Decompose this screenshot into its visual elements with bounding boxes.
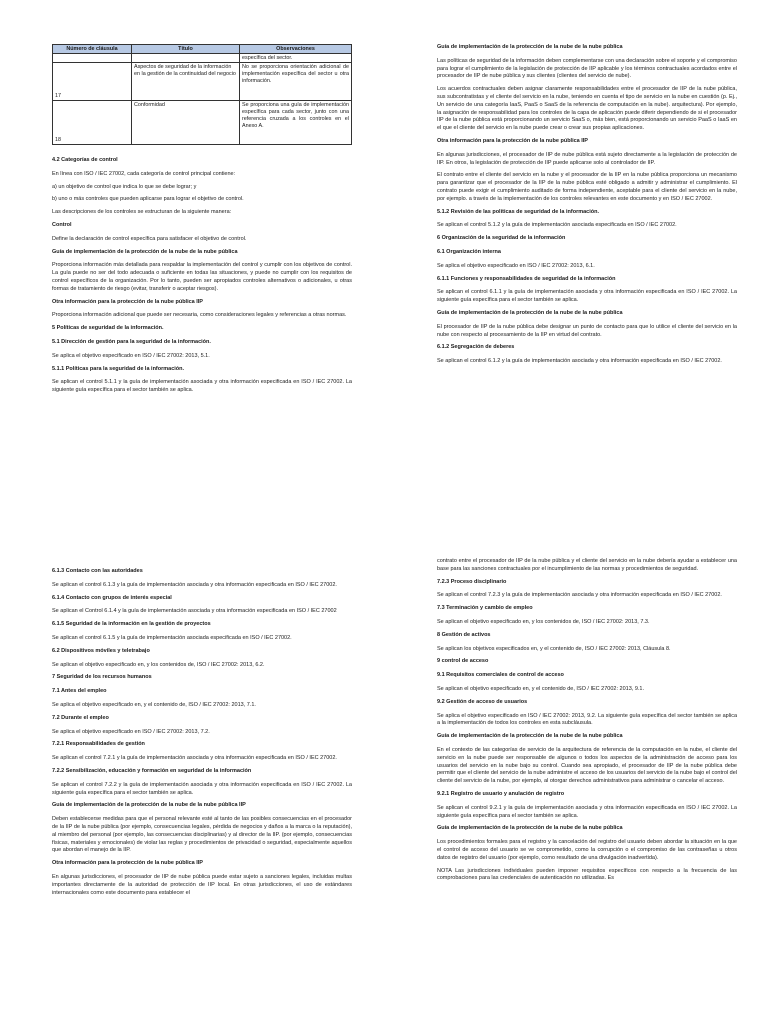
section-heading: 7.2.2 Sensibilización, educación y formación en seguridad de la información (52, 767, 252, 774)
document-page-2 (437, 44, 737, 514)
clause-title-cell (132, 54, 240, 63)
section-heading: 9.1 Requisitos comerciales de control de acceso (437, 672, 564, 679)
section-heading: Guía de implementación de la protección de la nube de la nube pública IIP (52, 802, 246, 809)
body-paragraph: En el contexto de las categorías de servicio de la arquitectura de referencia de la computación en la nube, el cliente del servicio en la nube puede ser responsable de algunos o todos los aspectos de la administración de acceso para los usuarios del servicio en la nube bajo su control. Cuando sea apropiado, el procesador de IIP de la nube pública debe permitir que el cliente del servicio de la nube administre el acceso de los usuarios del servicio de la nube bajo el control del cliente del servicio de la nube, por ejemplo, al otorgar derechos administrativos para administrar o cancelar el acceso. (437, 746, 737, 785)
body-paragraph: El procesador de IIP de la nube pública debe designar un punto de contacto para que lo utilice el cliente del servicio en la nube con respecto al procesamiento de la IIP en virtud del contrato. (437, 323, 737, 338)
header-observations: Observaciones (240, 45, 352, 54)
body-paragraph: a) un objetivo de control que indica lo que se debe lograr; y (52, 183, 197, 190)
body-paragraph: Se aplican el objetivo especificado en, y el contenido de, ISO / IEC 27002: 2013, 9.1. (437, 685, 644, 692)
body-paragraph: Se aplican el objetivo especificado en, y los contenidos de, ISO / IEC 27002: 2013, 7.3. (437, 618, 650, 625)
body-paragraph: Se aplican los objetivos especificados en, y el contenido de, ISO / IEC 27002: 2013, Cláusula 8. (437, 645, 671, 652)
page-3-body (52, 568, 352, 897)
section-heading: 7.2.3 Proceso disciplinario (437, 578, 507, 585)
section-heading: 6.1.1 Funciones y responsabilidades de seguridad de la información (437, 275, 616, 282)
page-2-body (437, 44, 737, 366)
table-row (53, 54, 352, 63)
section-heading: 6.1.5 Seguridad de la información en la gestión de proyectos (52, 621, 211, 628)
clause-title-cell: Conformidad (132, 101, 240, 145)
section-heading: Otra información para la protección de la nube pública IIP (52, 298, 203, 305)
section-heading: 6.1.3 Contacto con las autoridades (52, 568, 143, 574)
clause-number-cell: 18 (53, 101, 132, 145)
body-paragraph: En línea con ISO / IEC 27002, cada categoría de control principal contiene: (52, 170, 236, 177)
body-paragraph: b) uno o más controles que pueden aplicarse para lograr el objetivo de control. (52, 196, 244, 203)
body-paragraph: Proporciona información adicional que puede ser necesaria, como consideraciones legales y referencias a otras normas. (52, 312, 347, 319)
clause-table (52, 44, 352, 145)
body-paragraph: Proporciona información más detallada para respaldar la implementación del control y cumplir con los objetivos de control. La guía puede no ser del todo adecuada o suficiente en todas las situaciones, y puede no cumplir con los requisitos de control específicos de la organización. Por lo tanto, pueden ser apropiados controles alternativos o adicionales, u otras formas de tratamiento de riesgo (evitar, transferir o aceptar riesgos). (52, 262, 352, 292)
section-heading: 4.2 Categorías de control (52, 157, 118, 164)
section-heading: 8 Gestión de activos (437, 631, 491, 638)
section-heading: Guía de implementación de la protección de la nube de la nube pública (437, 44, 623, 50)
body-paragraph: Se aplican el control 9.2.1 y la guía de implementación asociada y otra información especificada en ISO / IEC 27002. La siguiente guía específica para el sector también se aplica. (437, 804, 737, 819)
body-paragraph: Se aplican el control 6.1.1 y la guía de implementación asociada y otra información especificada en ISO / IEC 27002. La siguiente guía específica para el sector también se aplica. (437, 289, 737, 304)
document-page-4 (437, 558, 737, 1014)
section-heading: 5.1.2 Revisión de las políticas de seguridad de la información. (437, 208, 599, 215)
section-heading: Guía de implementación de la protección de la nube de la nube pública (437, 733, 623, 740)
section-heading: 5.1 Dirección de gestión para la seguridad de la información. (52, 338, 211, 345)
section-heading: 5.1.1 Políticas para la seguridad de la información. (52, 365, 185, 372)
clause-number-cell (53, 54, 132, 63)
body-paragraph: Las descripciones de los controles se estructuran de la siguiente manera: (52, 209, 232, 216)
section-heading: Guía de implementación de la protección de la nube de la nube pública (437, 309, 623, 316)
body-paragraph: En algunas jurisdicciones, el procesador de IIP de nube pública está sujeto directamente a la legislación de protección de IIP. En otros, la legislación de protección de IIP puede aplicarse solo al controlador de IIP. (437, 151, 737, 166)
header-title: Título (132, 45, 240, 54)
document-page-1 (52, 44, 352, 514)
section-heading: 7 Seguridad de los recursos humanos (52, 674, 152, 681)
body-paragraph: Se aplican el Control 6.1.4 y la guía de implementación asociada y otra información especificada en ISO / IEC 27002 (52, 608, 337, 615)
section-heading: 9.2.1 Registro de usuario y anulación de registro (437, 790, 565, 797)
body-paragraph: contrato entre el procesador de IIP de la nube pública y el cliente del servicio en la nube debería ayudar a establecer una base para las sanciones contractuales por el incumplimiento de las normas y procedimientos de seguridad. (437, 558, 737, 572)
section-heading: 7.1 Antes del empleo (52, 688, 107, 695)
body-paragraph: En algunas jurisdicciones, el procesador de IIP de nube pública puede estar sujeto a sanciones legales, incluidas multas importantes directamente de la autoridad de protección de IIP local. En otras jurisdicciones, el uso de estándares internacionales como este documento para establecer el (52, 873, 352, 896)
section-heading: 6.1.4 Contacto con grupos de interés especial (52, 594, 172, 601)
clause-table-header (53, 45, 352, 54)
section-heading: 9 control de acceso (437, 658, 489, 665)
body-paragraph: Define la declaración de control específica para satisfacer el objetivo de control. (52, 235, 247, 242)
header-clause-number: Número de cláusula (53, 45, 132, 54)
body-paragraph: Las políticas de seguridad de la información deben complementarse con una declaración sobre el soporte y el compromiso para lograr el cumplimiento de la legislación de protección de IIP aplicable y los términos contractuales acordados entre el procesador de IIP de nube pública y sus clientes (clientes del servicio de nube). (437, 57, 737, 80)
body-paragraph: Se aplican el control 7.2.3 y la guía de implementación asociada y otra información especificada en ISO / IEC 27002. (437, 592, 722, 599)
section-heading: 7.2 Durante el empleo (52, 714, 109, 721)
table-row (53, 101, 352, 145)
table-row (53, 63, 352, 101)
body-paragraph: Se aplican el objetivo especificado en, y los contenidos de, ISO / IEC 27002: 2013, 6.2. (52, 661, 265, 668)
section-heading: Control (52, 222, 72, 229)
page-4-body (437, 558, 737, 883)
body-paragraph: Deben establecerse medidas para que el personal relevante esté al tanto de las posibles consecuencias en el procesador de la IIP de la nube pública (por ejemplo, consecuencias legales, pérdida de negocios y daños a la marca o la reputación), al miembro del personal (por ejemplo, las consecuencias disciplinarias) y al director de la IIP. (por ejemplo, consecuencias físicas, materiales y emocionales) de violar las reglas y procedimientos de privacidad o seguridad, especialmente aquellos que abordan el manejo de la IIP. (52, 816, 352, 854)
section-heading: Guía de implementación de la protección de la nube de la nube pública (437, 825, 623, 832)
body-paragraph: Se aplican el control 6.1.2 y la guía de implementación asociada y otra información especificada en ISO / IEC 27002. (437, 358, 722, 365)
body-paragraph: Los procedimientos formales para el registro y la cancelación del registro del usuario deben abordar la situación en la que el control de acceso del usuario se ve comprometido, como la corrupción o el compromiso de las contraseñas u otros datos de registro del usuario (por ejemplo, como resultado de una divulgación inadvertida). (437, 839, 737, 861)
section-heading: 9.2 Gestión de acceso de usuarios (437, 698, 528, 705)
body-paragraph: Se aplican el control 7.2.1 y la guía de implementación asociada y otra información especificada en ISO / IEC 27002. (52, 755, 337, 762)
section-heading: Otra información para la protección de la nube pública IIP (437, 137, 588, 144)
document-page-3 (52, 568, 352, 1012)
body-paragraph: Se aplica el objetivo especificado en, y el contenido de, ISO / IEC 27002: 2013, 7.1. (52, 701, 256, 708)
body-paragraph: Los acuerdos contractuales deben asignar claramente responsabilidades entre el procesador de IIP de la nube pública, sus subcontratistas y el cliente del servicio en la nube, teniendo en cuenta el tipo de servicio en la nube en cuestión (p. Ej., Un servicio de una categoría IaaS, PaaS o SaaS de la referencia de computación en la nube). arquitectura). Por ejemplo, la asignación de responsabilidad para los controles de la capa de aplicación puede diferir dependiendo de si el procesador IIP de la nube pública está proporcionando un servicio SaaS o, más bien, está proporcionando un servicio PaaS o IaaS en el que el cliente del servicio en la nube puede crear o crear sus propias aplicaciones. (437, 86, 737, 132)
body-paragraph: Se aplica el objetivo especificado en ISO / IEC 27002: 2013, 5.1. (52, 352, 210, 359)
body-paragraph: NOTA Las jurisdicciones individuales pueden imponer requisitos específicos con respecto a la frecuencia de las comprobaciones para las credenciales de autenticación no utilizadas. Es (437, 867, 737, 882)
section-heading: 6 Organización de la seguridad de la información (437, 235, 566, 242)
body-paragraph: Se aplican el control 5.1.2 y la guía de implementación asociada especificada en ISO / IEC 27002. (437, 222, 677, 229)
section-heading: 7.2.1 Responsabilidades de gestión (52, 741, 145, 748)
body-paragraph: Se aplican el control 5.1.1 y la guía de implementación asociada y otra información especificada en ISO / IEC 27002. La siguiente guía específica para el sector también se aplica. (52, 379, 352, 394)
body-paragraph: Se aplica el objetivo especificado en ISO / IEC 27002: 2013, 6.1. (437, 262, 595, 269)
body-paragraph: Se aplica el objetivo especificado en ISO / IEC 27002: 2013, 7.2. (52, 728, 210, 735)
clause-title-cell: Aspectos de seguridad de la información en la gestión de la continuidad del negocio (132, 63, 240, 101)
clause-observation-cell: Se proporciona una guía de implementación específica para cada sector, junto con una referencia cruzada a los controles en el Anexo A. (240, 101, 352, 145)
section-heading: 5 Políticas de seguridad de la información. (52, 325, 164, 332)
clause-observation-cell: específica del sector. (240, 54, 352, 63)
section-heading: 6.2 Dispositivos móviles y teletrabajo (52, 647, 150, 654)
clause-observation-cell: No se proporciona orientación adicional de implementación específica del sector u otra información. (240, 63, 352, 101)
section-heading: 6.1.2 Segregación de deberes (437, 344, 515, 351)
body-paragraph: Se aplican el control 7.2.2 y la guía de implementación asociada y otra información especificada en ISO / IEC 27002. La siguiente guía específica para el sector también se aplica. (52, 781, 352, 796)
section-heading: Guía de implementación de la protección de la nube de la nube pública (52, 248, 238, 255)
body-paragraph: Se aplican el control 6.1.5 y la guía de implementación asociada especificada en ISO / IEC 27002. (52, 634, 292, 641)
body-paragraph: El contrato entre el cliente del servicio en la nube y el procesador de la IIP en la nube pública proporciona un mecanismo para garantizar que el procesador de la IIP de la nube pública esté obligado a admitir y administrar el cumplimiento. El contrato puede exigir el cumplimiento auditado de forma independiente, aceptable para el cliente del servicio en la nube, por ejemplo. a través de la implementación de los controles relevantes en este documento y en ISO / IEC 27002. (437, 172, 737, 202)
section-heading: 6.1 Organización interna (437, 248, 501, 255)
body-paragraph: Se aplican el control 6.1.3 y la guía de implementación asociada y otra información especificada en ISO / IEC 27002. (52, 581, 337, 588)
section-heading: Otra información para la protección de la nube pública IIP (52, 860, 203, 867)
body-paragraph: Se aplica el objetivo especificado en ISO / IEC 27002: 2013, 9.2. La siguiente guía específica del sector también se aplica a la implementación de todos los controles en esta subcláusula. (437, 712, 737, 727)
clause-number-cell: 17 (53, 63, 132, 101)
section-heading: 7.3 Terminación y cambio de empleo (437, 605, 533, 612)
page-1-body (52, 157, 352, 395)
